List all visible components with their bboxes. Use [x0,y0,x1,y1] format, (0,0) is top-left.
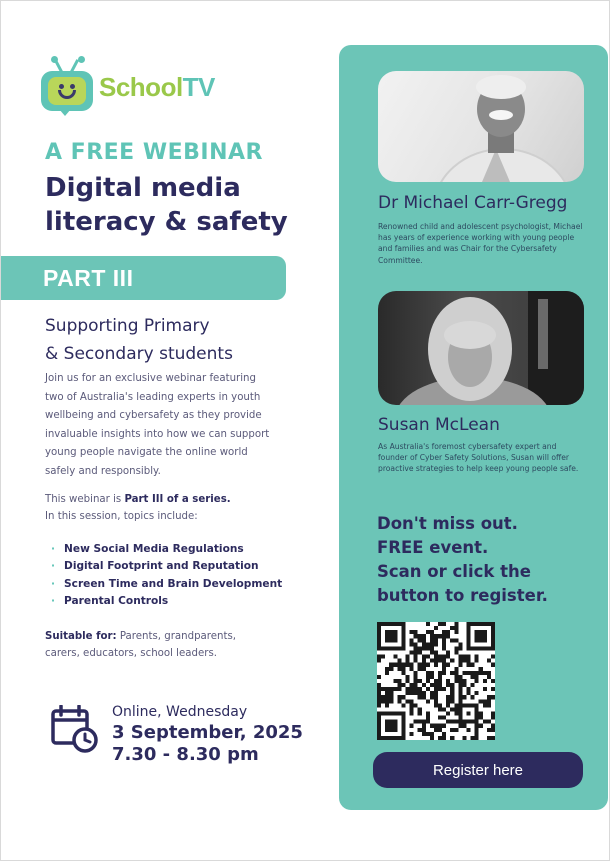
series-emphasis: Part III of a series. [124,494,231,505]
presenter-bio: As Australia's foremost cybersafety expert and founder of Cyber Safety Solutions, Susan will offer proactive strategies to help keep young people safe. [378,442,579,474]
event-mode-day: Online, Wednesday [112,704,248,720]
cta-line-2: FREE event. [377,538,489,557]
brand-name: SchoolTV [99,71,215,102]
intro-paragraph: Join us for an exclusive webinar featuring two of Australia's leading experts in youth wellbeing and cybersafety as they provide invaluable insights into how we can support young people navigate the online world safely and responsibly. [45,373,270,477]
audience-text: Parents, grandparents, carers, educators, school leaders. [45,631,237,659]
list-item: · Parental Controls [51,593,282,610]
title-line-2: literacy & safety [45,207,288,237]
webinar-kicker: A FREE WEBINAR [45,140,263,165]
presenters-panel [339,45,608,810]
series-topics-intro: In this session, topics include: [45,511,198,522]
audience-note [45,628,255,662]
presenter-name: Susan McLean [378,415,500,435]
cta-line-4: button to register. [377,586,548,605]
presenter-bio: Renowned child and adolescent psychologist, Michael has years of experience working with young people and families and was Chair for the Cybersafety Committee. [378,222,583,265]
list-item: · Screen Time and Brain Development [51,576,282,593]
part-banner [1,256,286,300]
calendar-clock-icon [51,705,99,753]
presenter-photo-michael [378,71,584,182]
title-line-1: Digital media [45,173,241,203]
audience-label: Suitable for: [45,631,117,642]
subheading-line-2: & Secondary students [45,344,233,364]
event-time: 7.30 - 8.30 pm [112,744,259,765]
qr-code[interactable] [377,622,495,740]
subheading [45,312,233,368]
event-date: 3 September, 2025 [112,722,303,743]
topics-list [51,541,282,610]
schooltv-logo-icon [41,59,93,115]
register-button[interactable]: Register here [373,752,583,788]
presenter-photo-susan [378,291,584,405]
list-item: · New Social Media Regulations [51,541,282,558]
presenter-name: Dr Michael Carr-Gregg [378,193,568,213]
call-to-action [377,512,548,608]
part-label: PART III [43,264,134,291]
series-prefix: This webinar is [45,494,125,505]
event-details [112,702,303,766]
subheading-line-1: Supporting Primary [45,316,210,336]
cta-line-1: Don't miss out. [377,514,518,533]
page-title [45,171,288,239]
list-item: · Digital Footprint and Reputation [51,558,282,575]
series-note [45,491,231,525]
cta-line-3: Scan or click the [377,562,531,581]
schooltv-logo [41,59,215,115]
